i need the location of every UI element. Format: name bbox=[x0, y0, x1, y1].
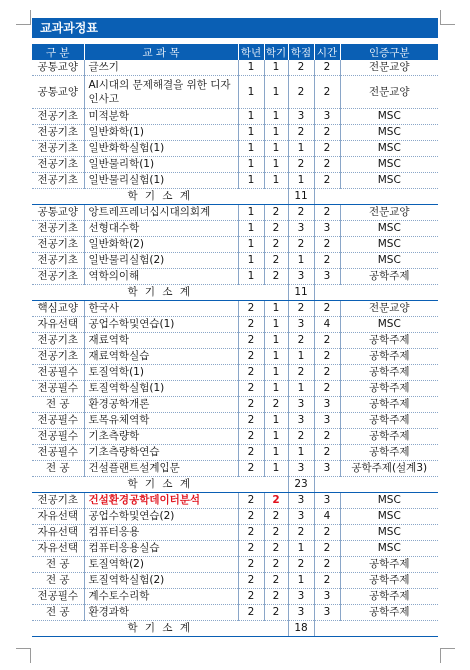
subtotal-label: 학 기 소 계 bbox=[32, 285, 288, 301]
cell-cert: 공학주제 bbox=[340, 413, 438, 429]
table-row bbox=[32, 461, 438, 477]
cell-cert: 공학주제 bbox=[340, 397, 438, 413]
cell-year: 2 bbox=[238, 397, 264, 413]
cell-credits: 3 bbox=[288, 109, 314, 125]
cell-year: 2 bbox=[238, 605, 264, 621]
table-row bbox=[32, 573, 438, 589]
cell-cert: MSC bbox=[340, 157, 438, 173]
table-row bbox=[32, 381, 438, 397]
page-title: 교과과정표 bbox=[32, 18, 438, 38]
cell-semester: 2 bbox=[264, 237, 288, 253]
table-row bbox=[32, 349, 438, 365]
table-row bbox=[32, 429, 438, 445]
subtotal-credits: 23 bbox=[288, 477, 314, 493]
cell-category: 전공필수 bbox=[32, 413, 84, 429]
cell-semester: 1 bbox=[264, 60, 288, 76]
cell-course: 토질역학실험(2) bbox=[84, 573, 238, 589]
subtotal-row bbox=[32, 477, 438, 493]
cell-category: 자유선택 bbox=[32, 525, 84, 541]
cell-semester: 2 bbox=[264, 573, 288, 589]
cell-cert: MSC bbox=[340, 509, 438, 525]
cell-course: 일반물리실험(1) bbox=[84, 173, 238, 189]
subtotal-credits: 11 bbox=[288, 189, 314, 205]
cell-semester: 1 bbox=[264, 173, 288, 189]
table-row bbox=[32, 269, 438, 285]
table-header-row bbox=[32, 44, 438, 60]
cell-semester: 2 bbox=[264, 525, 288, 541]
cell-course: 기초측량학연습 bbox=[84, 445, 238, 461]
cell-course: 건설환경공학데이터분석 bbox=[84, 493, 238, 509]
cell-course: 일반화학(2) bbox=[84, 237, 238, 253]
subtotal-row bbox=[32, 189, 438, 205]
cell-year: 2 bbox=[238, 429, 264, 445]
cell-course: AI시대의 문제해결을 위한 디자인사고 bbox=[84, 76, 238, 109]
table-body bbox=[32, 60, 438, 637]
cell-cert: 전문교양 bbox=[340, 301, 438, 317]
cell-cert: 공학주제 bbox=[340, 333, 438, 349]
cell-semester: 2 bbox=[264, 557, 288, 573]
cell-course: 일반물리실험(2) bbox=[84, 253, 238, 269]
subtotal-credits: 18 bbox=[288, 621, 314, 637]
cell-year: 2 bbox=[238, 525, 264, 541]
cell-credits: 3 bbox=[288, 589, 314, 605]
cell-category: 전공기초 bbox=[32, 333, 84, 349]
cell-hours: 3 bbox=[314, 221, 340, 237]
cell-credits: 1 bbox=[288, 445, 314, 461]
cell-credits: 2 bbox=[288, 205, 314, 221]
cell-credits: 3 bbox=[288, 413, 314, 429]
cell-hours: 3 bbox=[314, 493, 340, 509]
header-semester: 학기 bbox=[264, 44, 288, 60]
table-row bbox=[32, 157, 438, 173]
cell-credits: 2 bbox=[288, 60, 314, 76]
cell-year: 2 bbox=[238, 573, 264, 589]
cell-semester: 2 bbox=[264, 253, 288, 269]
cell-credits: 1 bbox=[288, 573, 314, 589]
cell-category: 전공필수 bbox=[32, 381, 84, 397]
subtotal-empty bbox=[314, 189, 438, 205]
cell-year: 1 bbox=[238, 157, 264, 173]
cell-category: 전공필수 bbox=[32, 445, 84, 461]
cell-category: 공통교양 bbox=[32, 60, 84, 76]
header-course: 교 과 목 bbox=[84, 44, 238, 60]
cell-hours: 2 bbox=[314, 573, 340, 589]
cell-credits: 1 bbox=[288, 141, 314, 157]
cell-hours: 2 bbox=[314, 76, 340, 109]
table-row bbox=[32, 253, 438, 269]
cell-cert: 공학주제 bbox=[340, 381, 438, 397]
cell-year: 2 bbox=[238, 333, 264, 349]
cell-semester: 2 bbox=[264, 605, 288, 621]
cell-year: 2 bbox=[238, 445, 264, 461]
cell-hours: 2 bbox=[314, 125, 340, 141]
table-row bbox=[32, 589, 438, 605]
cell-course: 재료역학 bbox=[84, 333, 238, 349]
cell-year: 1 bbox=[238, 253, 264, 269]
cell-category: 전공기초 bbox=[32, 493, 84, 509]
cell-category: 전공필수 bbox=[32, 589, 84, 605]
cell-category: 전공필수 bbox=[32, 365, 84, 381]
crop-mark-top-left bbox=[16, 10, 31, 25]
cell-category: 전 공 bbox=[32, 605, 84, 621]
cell-hours: 2 bbox=[314, 173, 340, 189]
cell-course: 역학의이해 bbox=[84, 269, 238, 285]
table-row bbox=[32, 125, 438, 141]
cell-hours: 3 bbox=[314, 413, 340, 429]
cell-credits: 3 bbox=[288, 269, 314, 285]
cell-category: 전공기초 bbox=[32, 125, 84, 141]
cell-credits: 3 bbox=[288, 317, 314, 333]
cell-cert: MSC bbox=[340, 141, 438, 157]
cell-course: 공업수학및연습(1) bbox=[84, 317, 238, 333]
cell-year: 2 bbox=[238, 365, 264, 381]
cell-semester: 1 bbox=[264, 109, 288, 125]
cell-year: 1 bbox=[238, 141, 264, 157]
cell-year: 1 bbox=[238, 173, 264, 189]
cell-cert: 공학주제 bbox=[340, 605, 438, 621]
cell-course: 기초측량학 bbox=[84, 429, 238, 445]
table-row bbox=[32, 493, 438, 509]
cell-credits: 3 bbox=[288, 509, 314, 525]
cell-category: 전 공 bbox=[32, 557, 84, 573]
cell-category: 자유선택 bbox=[32, 541, 84, 557]
table-row bbox=[32, 397, 438, 413]
cell-course: 일반화학실험(1) bbox=[84, 141, 238, 157]
cell-hours: 2 bbox=[314, 445, 340, 461]
curriculum-table bbox=[32, 44, 438, 637]
table-row bbox=[32, 509, 438, 525]
table-row bbox=[32, 237, 438, 253]
subtotal-label: 학 기 소 계 bbox=[32, 621, 288, 637]
cell-credits: 2 bbox=[288, 125, 314, 141]
cell-semester: 1 bbox=[264, 365, 288, 381]
cell-hours: 3 bbox=[314, 397, 340, 413]
cell-cert: 공학주제(설계3) bbox=[340, 461, 438, 477]
cell-credits: 2 bbox=[288, 237, 314, 253]
cell-credits: 2 bbox=[288, 365, 314, 381]
cell-semester: 2 bbox=[264, 493, 288, 509]
cell-hours: 4 bbox=[314, 317, 340, 333]
cell-semester: 2 bbox=[264, 221, 288, 237]
cell-course: 앙트레프레너십시대의회계 bbox=[84, 205, 238, 221]
cell-year: 2 bbox=[238, 509, 264, 525]
cell-hours: 2 bbox=[314, 141, 340, 157]
cell-semester: 1 bbox=[264, 333, 288, 349]
table-row bbox=[32, 221, 438, 237]
cell-category: 전공기초 bbox=[32, 157, 84, 173]
cell-cert: 공학주제 bbox=[340, 269, 438, 285]
table-row bbox=[32, 141, 438, 157]
table-row bbox=[32, 365, 438, 381]
cell-semester: 1 bbox=[264, 349, 288, 365]
cell-course: 공업수학및연습(2) bbox=[84, 509, 238, 525]
cell-course: 건설플랜트설계입문 bbox=[84, 461, 238, 477]
header-credits: 학점 bbox=[288, 44, 314, 60]
cell-cert: 공학주제 bbox=[340, 429, 438, 445]
cell-credits: 3 bbox=[288, 605, 314, 621]
cell-semester: 1 bbox=[264, 141, 288, 157]
cell-category: 전공필수 bbox=[32, 429, 84, 445]
cell-credits: 1 bbox=[288, 253, 314, 269]
cell-hours: 3 bbox=[314, 589, 340, 605]
cell-semester: 2 bbox=[264, 397, 288, 413]
cell-semester: 1 bbox=[264, 381, 288, 397]
cell-cert: MSC bbox=[340, 173, 438, 189]
cell-course: 일반화학(1) bbox=[84, 125, 238, 141]
cell-cert: 전문교양 bbox=[340, 60, 438, 76]
cell-year: 2 bbox=[238, 349, 264, 365]
cell-semester: 1 bbox=[264, 317, 288, 333]
cell-hours: 2 bbox=[314, 557, 340, 573]
cell-year: 1 bbox=[238, 221, 264, 237]
cell-course: 토질역학실험(1) bbox=[84, 381, 238, 397]
cell-year: 2 bbox=[238, 317, 264, 333]
header-year: 학년 bbox=[238, 44, 264, 60]
cell-category: 전공기초 bbox=[32, 269, 84, 285]
cell-cert: 공학주제 bbox=[340, 445, 438, 461]
cell-credits: 2 bbox=[288, 333, 314, 349]
cell-semester: 2 bbox=[264, 205, 288, 221]
cell-hours: 2 bbox=[314, 381, 340, 397]
table-row bbox=[32, 317, 438, 333]
cell-course: 컴퓨터응용실습 bbox=[84, 541, 238, 557]
cell-cert: MSC bbox=[340, 109, 438, 125]
cell-credits: 1 bbox=[288, 381, 314, 397]
table-row bbox=[32, 605, 438, 621]
cell-category: 전 공 bbox=[32, 573, 84, 589]
header-category: 구 분 bbox=[32, 44, 84, 60]
table-row bbox=[32, 445, 438, 461]
table-row bbox=[32, 333, 438, 349]
cell-cert: MSC bbox=[340, 125, 438, 141]
cell-hours: 2 bbox=[314, 157, 340, 173]
cell-category: 전공기초 bbox=[32, 221, 84, 237]
cell-category: 전 공 bbox=[32, 397, 84, 413]
cell-year: 1 bbox=[238, 205, 264, 221]
cell-hours: 2 bbox=[314, 205, 340, 221]
cell-credits: 2 bbox=[288, 525, 314, 541]
cell-course: 한국사 bbox=[84, 301, 238, 317]
cell-semester: 2 bbox=[264, 541, 288, 557]
cell-category: 전공기초 bbox=[32, 141, 84, 157]
cell-semester: 1 bbox=[264, 157, 288, 173]
cell-course: 환경과학 bbox=[84, 605, 238, 621]
subtotal-credits: 11 bbox=[288, 285, 314, 301]
table-row bbox=[32, 76, 438, 109]
table-row bbox=[32, 557, 438, 573]
cell-cert: 공학주제 bbox=[340, 589, 438, 605]
cell-cert: MSC bbox=[340, 221, 438, 237]
cell-hours: 3 bbox=[314, 461, 340, 477]
cell-year: 2 bbox=[238, 461, 264, 477]
cell-hours: 2 bbox=[314, 237, 340, 253]
cell-course: 계수토수리학 bbox=[84, 589, 238, 605]
subtotal-row bbox=[32, 285, 438, 301]
cell-hours: 3 bbox=[314, 109, 340, 125]
cell-hours: 4 bbox=[314, 509, 340, 525]
crop-mark-bottom-right bbox=[440, 648, 455, 663]
cell-year: 2 bbox=[238, 301, 264, 317]
cell-semester: 1 bbox=[264, 301, 288, 317]
cell-credits: 1 bbox=[288, 349, 314, 365]
cell-cert: MSC bbox=[340, 541, 438, 557]
header-hours: 시간 bbox=[314, 44, 340, 60]
cell-hours: 2 bbox=[314, 301, 340, 317]
cell-hours: 2 bbox=[314, 365, 340, 381]
cell-credits: 2 bbox=[288, 429, 314, 445]
subtotal-row bbox=[32, 621, 438, 637]
cell-category: 공통교양 bbox=[32, 205, 84, 221]
cell-credits: 2 bbox=[288, 157, 314, 173]
cell-cert: MSC bbox=[340, 317, 438, 333]
cell-course: 환경공학개론 bbox=[84, 397, 238, 413]
cell-cert: 공학주제 bbox=[340, 573, 438, 589]
table-row bbox=[32, 205, 438, 221]
cell-semester: 1 bbox=[264, 429, 288, 445]
cell-course: 컴퓨터응용 bbox=[84, 525, 238, 541]
header-cert: 인증구분 bbox=[340, 44, 438, 60]
cell-hours: 2 bbox=[314, 60, 340, 76]
table-row bbox=[32, 413, 438, 429]
cell-cert: 공학주제 bbox=[340, 557, 438, 573]
cell-category: 전공기초 bbox=[32, 253, 84, 269]
cell-year: 1 bbox=[238, 60, 264, 76]
cell-hours: 3 bbox=[314, 605, 340, 621]
crop-mark-top-right bbox=[440, 10, 455, 25]
cell-hours: 2 bbox=[314, 429, 340, 445]
cell-category: 전공기초 bbox=[32, 237, 84, 253]
cell-category: 전공기초 bbox=[32, 173, 84, 189]
cell-category: 전 공 bbox=[32, 461, 84, 477]
table-row bbox=[32, 173, 438, 189]
cell-hours: 2 bbox=[314, 541, 340, 557]
cell-hours: 3 bbox=[314, 269, 340, 285]
cell-hours: 2 bbox=[314, 253, 340, 269]
subtotal-label: 학 기 소 계 bbox=[32, 189, 288, 205]
cell-category: 전공기초 bbox=[32, 349, 84, 365]
cell-year: 1 bbox=[238, 109, 264, 125]
cell-course: 토질역학(2) bbox=[84, 557, 238, 573]
cell-semester: 2 bbox=[264, 509, 288, 525]
cell-semester: 2 bbox=[264, 589, 288, 605]
cell-category: 핵심교양 bbox=[32, 301, 84, 317]
subtotal-label: 학 기 소 계 bbox=[32, 477, 288, 493]
subtotal-empty bbox=[314, 285, 438, 301]
cell-category: 자유선택 bbox=[32, 509, 84, 525]
cell-year: 2 bbox=[238, 413, 264, 429]
cell-year: 2 bbox=[238, 557, 264, 573]
cell-course: 선형대수학 bbox=[84, 221, 238, 237]
cell-credits: 1 bbox=[288, 173, 314, 189]
cell-hours: 2 bbox=[314, 525, 340, 541]
cell-credits: 3 bbox=[288, 461, 314, 477]
cell-hours: 2 bbox=[314, 333, 340, 349]
cell-cert: 공학주제 bbox=[340, 349, 438, 365]
cell-year: 1 bbox=[238, 76, 264, 109]
cell-hours: 2 bbox=[314, 349, 340, 365]
subtotal-empty bbox=[314, 621, 438, 637]
cell-cert: MSC bbox=[340, 237, 438, 253]
cell-cert: MSC bbox=[340, 525, 438, 541]
cell-category: 전공기초 bbox=[32, 109, 84, 125]
cell-course: 글쓰기 bbox=[84, 60, 238, 76]
table-row bbox=[32, 301, 438, 317]
cell-cert: 공학주제 bbox=[340, 365, 438, 381]
cell-year: 1 bbox=[238, 237, 264, 253]
table-row bbox=[32, 109, 438, 125]
cell-credits: 3 bbox=[288, 493, 314, 509]
cell-course: 일반물리학(1) bbox=[84, 157, 238, 173]
cell-year: 2 bbox=[238, 589, 264, 605]
cell-credits: 3 bbox=[288, 221, 314, 237]
cell-year: 2 bbox=[238, 493, 264, 509]
cell-credits: 2 bbox=[288, 301, 314, 317]
cell-year: 1 bbox=[238, 125, 264, 141]
cell-credits: 2 bbox=[288, 557, 314, 573]
cell-course: 미적분학 bbox=[84, 109, 238, 125]
table-row bbox=[32, 60, 438, 76]
cell-semester: 1 bbox=[264, 461, 288, 477]
cell-category: 공통교양 bbox=[32, 76, 84, 109]
crop-mark-bottom-left bbox=[16, 648, 31, 663]
cell-year: 2 bbox=[238, 541, 264, 557]
cell-category: 자유선택 bbox=[32, 317, 84, 333]
cell-credits: 3 bbox=[288, 397, 314, 413]
cell-year: 2 bbox=[238, 381, 264, 397]
cell-year: 1 bbox=[238, 269, 264, 285]
cell-semester: 2 bbox=[264, 269, 288, 285]
cell-credits: 2 bbox=[288, 76, 314, 109]
cell-course: 재료역학실습 bbox=[84, 349, 238, 365]
cell-credits: 1 bbox=[288, 541, 314, 557]
cell-cert: MSC bbox=[340, 493, 438, 509]
cell-semester: 1 bbox=[264, 445, 288, 461]
cell-semester: 1 bbox=[264, 125, 288, 141]
cell-cert: 전문교양 bbox=[340, 205, 438, 221]
cell-course: 토목유체역학 bbox=[84, 413, 238, 429]
cell-semester: 1 bbox=[264, 413, 288, 429]
table-row bbox=[32, 541, 438, 557]
cell-cert: 전문교양 bbox=[340, 76, 438, 109]
cell-course: 토질역학(1) bbox=[84, 365, 238, 381]
cell-cert: MSC bbox=[340, 253, 438, 269]
subtotal-empty bbox=[314, 477, 438, 493]
cell-semester: 1 bbox=[264, 76, 288, 109]
table-row bbox=[32, 525, 438, 541]
